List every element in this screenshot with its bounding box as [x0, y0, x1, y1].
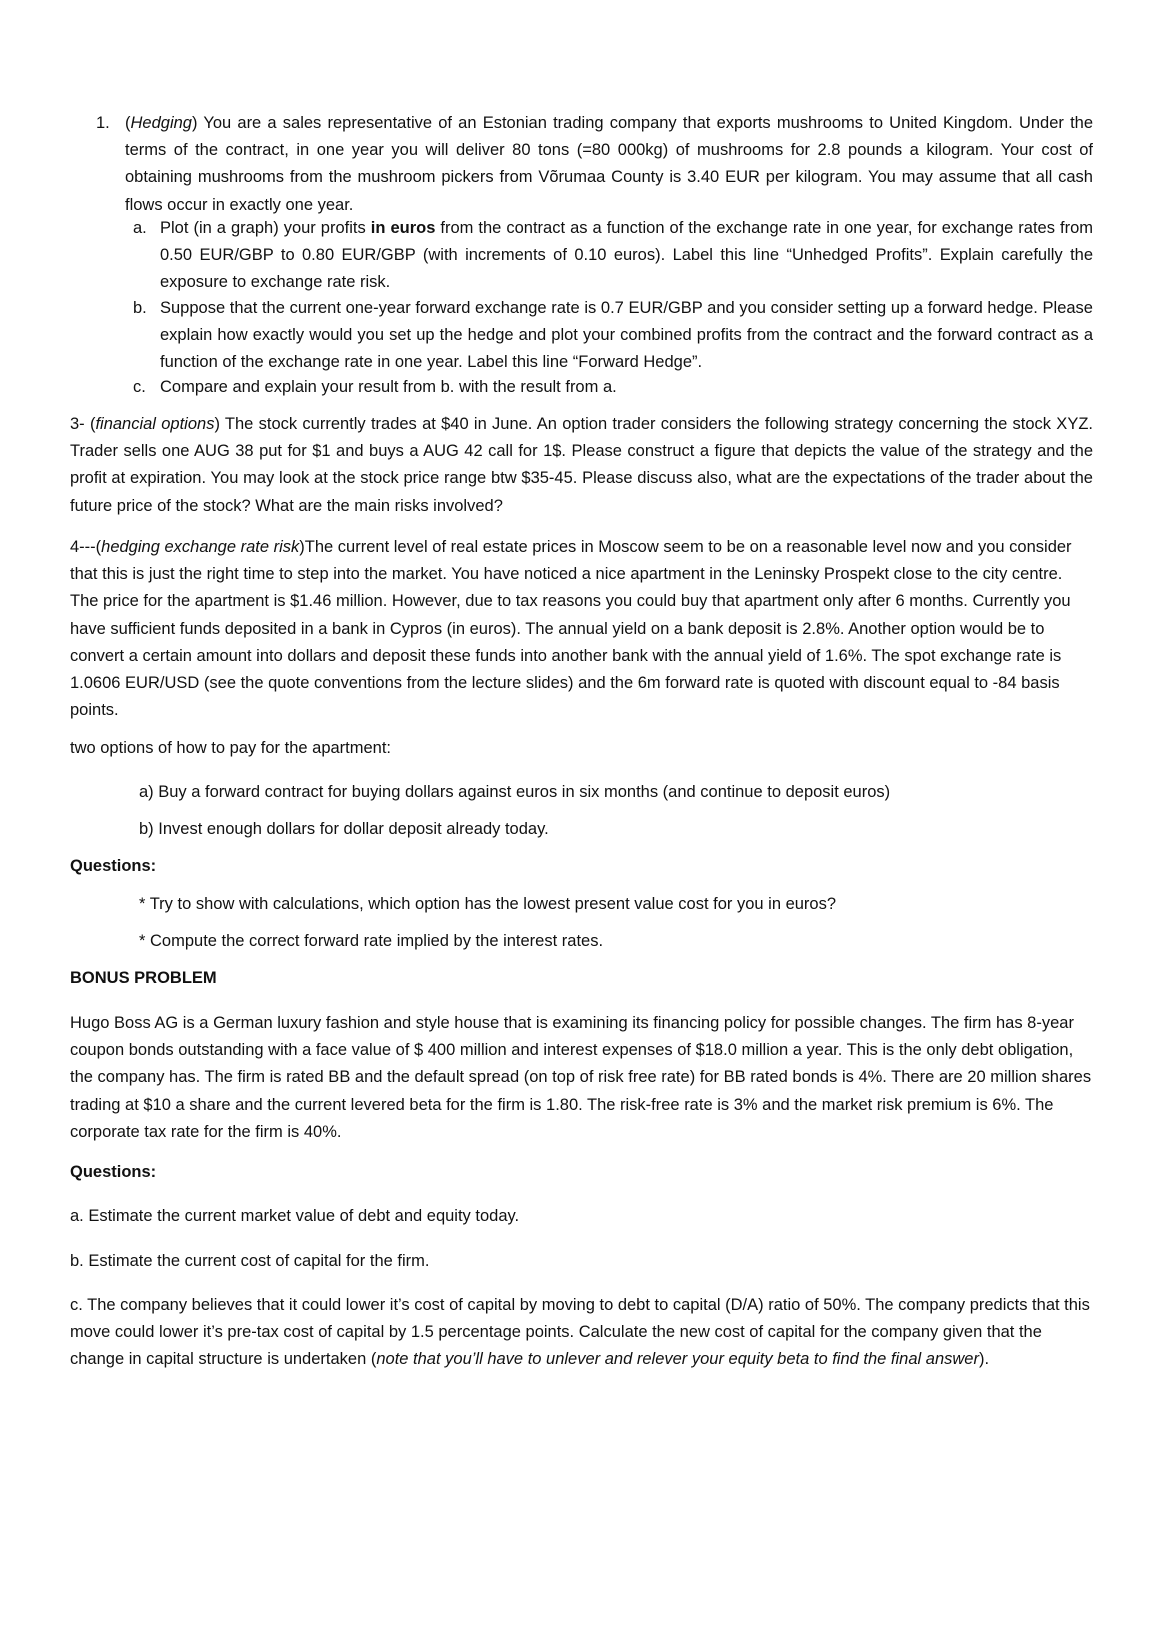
- question-4-item-2: * Compute the correct forward rate implied by the interest rates.: [139, 932, 604, 950]
- question-4-text: )The current level of real estate prices in Moscow seem to be on a reasonable level now and you consider that this is just the right time to step into the market. You have noticed a nice apartment in the Leninsky Prospekt close to the city centre. The price for the apartment is $1.46 million. However, due to tax reasons you could buy that apartment only after 6 months. Currently you have sufficient funds deposited in a bank in Cypros (in euros). The annual yield on a bank deposit is 2.8%. Another option would be to convert a certain amount into dollars and deposit these funds into another bank with the annual yield of 1.6%. The spot exchange rate is 1.0606 EUR/USD (see the quote conventions from the lecture slides) and the 6m forward rate is quoted with discount equal to -84 basis points.: [70, 538, 1072, 720]
- option-b: b) Invest enough dollars for dollar deposit already today.: [139, 820, 549, 838]
- question-4-tag: hedging exchange rate risk: [101, 538, 300, 556]
- bonus-heading: [70, 965, 1093, 992]
- question-1b-label: b.: [133, 299, 147, 317]
- question-3-prefix: 3- (: [70, 415, 96, 433]
- question-3-text: ) The stock currently trades at $40 in June. An option trader considers the following strategy concerning the stock XYZ. Trader sells one AUG 38 put for $1 and buys a AUG 42 call for 1$. Please construct a figure that depicts the value of the strategy and the profit at expiration. You may look at the stock price range btw $35-45. Please discuss also, what are the expectations of the trader about the future price of the stock? What are the main risks involved?: [70, 415, 1093, 515]
- question-4-prefix: 4---(: [70, 538, 102, 556]
- bonus-questions-heading: [70, 1159, 1093, 1186]
- question-1a-bold: in euros: [370, 219, 436, 237]
- question-1-text: You are a sales representative of an Estonian trading company that exports mushrooms to United Kingdom. Under the terms of the contract, in one year you will deliver 80 tons (=80 000kg) of mushrooms for 2.8 pounds a kilogram. Your cost of obtaining mushrooms from the mushroom pickers from Võrumaa County is 3.40 EUR per kilogram. You may assume that all cash flows occur in exactly one year.: [125, 114, 1094, 214]
- question-1-tag: Hedging: [130, 114, 192, 132]
- two-options-intro: two options of how to pay for the apartment:: [70, 739, 392, 757]
- question-1a: [133, 215, 1093, 297]
- question-1b: [133, 295, 1093, 377]
- question-1c-label: c.: [133, 378, 146, 396]
- option-a: a) Buy a forward contract for buying dollars against euros in six months (and continue to deposit euros): [139, 783, 891, 801]
- question-1c-text: Compare and explain your result from b. with the result from a.: [160, 378, 617, 396]
- bonus-question-c: [70, 1292, 1093, 1374]
- question-4: [70, 534, 1093, 724]
- question-4-item-1: * Try to show with calculations, which option has the lowest present value cost for you in euros?: [139, 895, 837, 913]
- bonus-text: Hugo Boss AG is a German luxury fashion and style house that is examining its financing policy for possible changes. The firm has 8-year coupon bonds outstanding with a face value of $ 400 million and interest expenses of $18.0 million a year. This is the only debt obligation, the company has. The firm is rated BB and the default spread (on top of risk free rate) for BB rated bonds is 4%. There are 20 million shares trading at $10 a share and the current levered beta for the firm is 1.80. The risk-free rate is 3% and the market risk premium is 6%. The corporate tax rate for the firm is 40%.: [70, 1014, 1092, 1141]
- questions-heading-4-text: Questions:: [70, 857, 157, 875]
- question-1a-label: a.: [133, 219, 147, 237]
- question-1-body: (Hedging) You are a sales representative of an Estonian trading company that exports mushrooms to United Kingdom. Under the terms of the contract, in one year you will deliver 80 tons (=80 000kg) of mushrooms for 2.8 pounds a kilogram. Your cost of obtaining mushrooms from the mushroom pickers from Võrumaa County is 3.40 EUR per kilogram. You may assume that all cash flows occur in exactly one year.: [125, 114, 1094, 214]
- bonus-question-a: a. Estimate the current market value of debt and equity today.: [70, 1207, 520, 1225]
- question-1-number: 1.: [96, 114, 110, 132]
- bonus-question-c-end: ).: [978, 1350, 990, 1369]
- question-1b-text: Suppose that the current one-year forward exchange rate is 0.7 EUR/GBP and you consider setting up a forward hedge. Please explain how exactly would you set up the hedge and plot your combined profits from the contract and the forward contract as a function of the exchange rate in one year. Label this line “Forward Hedge”.: [160, 299, 1093, 372]
- questions-heading-4: [70, 853, 1093, 880]
- bonus-question-c-text: c. The company believes that it could lower it’s cost of capital by moving to debt to capital (D/A) ratio of 50%. The company predicts that this move could lower it’s pre-tax cost of capital by 1.5 percentage points. Calculate the new cost of capital for the company given that the change in capital structure is undertaken (: [70, 1296, 1090, 1369]
- bonus-question-c-italic: note that you’ll have to unlever and relever your equity beta to find the final answer: [376, 1350, 979, 1369]
- question-3: [70, 411, 1093, 520]
- bonus-question-b: b. Estimate the current cost of capital for the firm.: [70, 1252, 430, 1270]
- question-1a-pre: Plot (in a graph) your profits: [160, 219, 366, 237]
- question-3-tag: financial options: [95, 415, 215, 433]
- question-1a-post: from the contract as a function of the exchange rate in one year, for exchange rates from 0.50 EUR/GBP to 0.80 EUR/GBP (with increments of 0.10 euros). Label this line “Unhedged Profits”. Explain carefully the exposure to exchange rate risk.: [160, 219, 1093, 292]
- bonus-heading-text: BONUS PROBLEM: [70, 969, 217, 987]
- question-1c: [133, 374, 1093, 401]
- bonus-questions-heading-text: Questions:: [70, 1163, 157, 1181]
- question-1a-body: [160, 215, 1093, 297]
- question-1: [96, 110, 1093, 219]
